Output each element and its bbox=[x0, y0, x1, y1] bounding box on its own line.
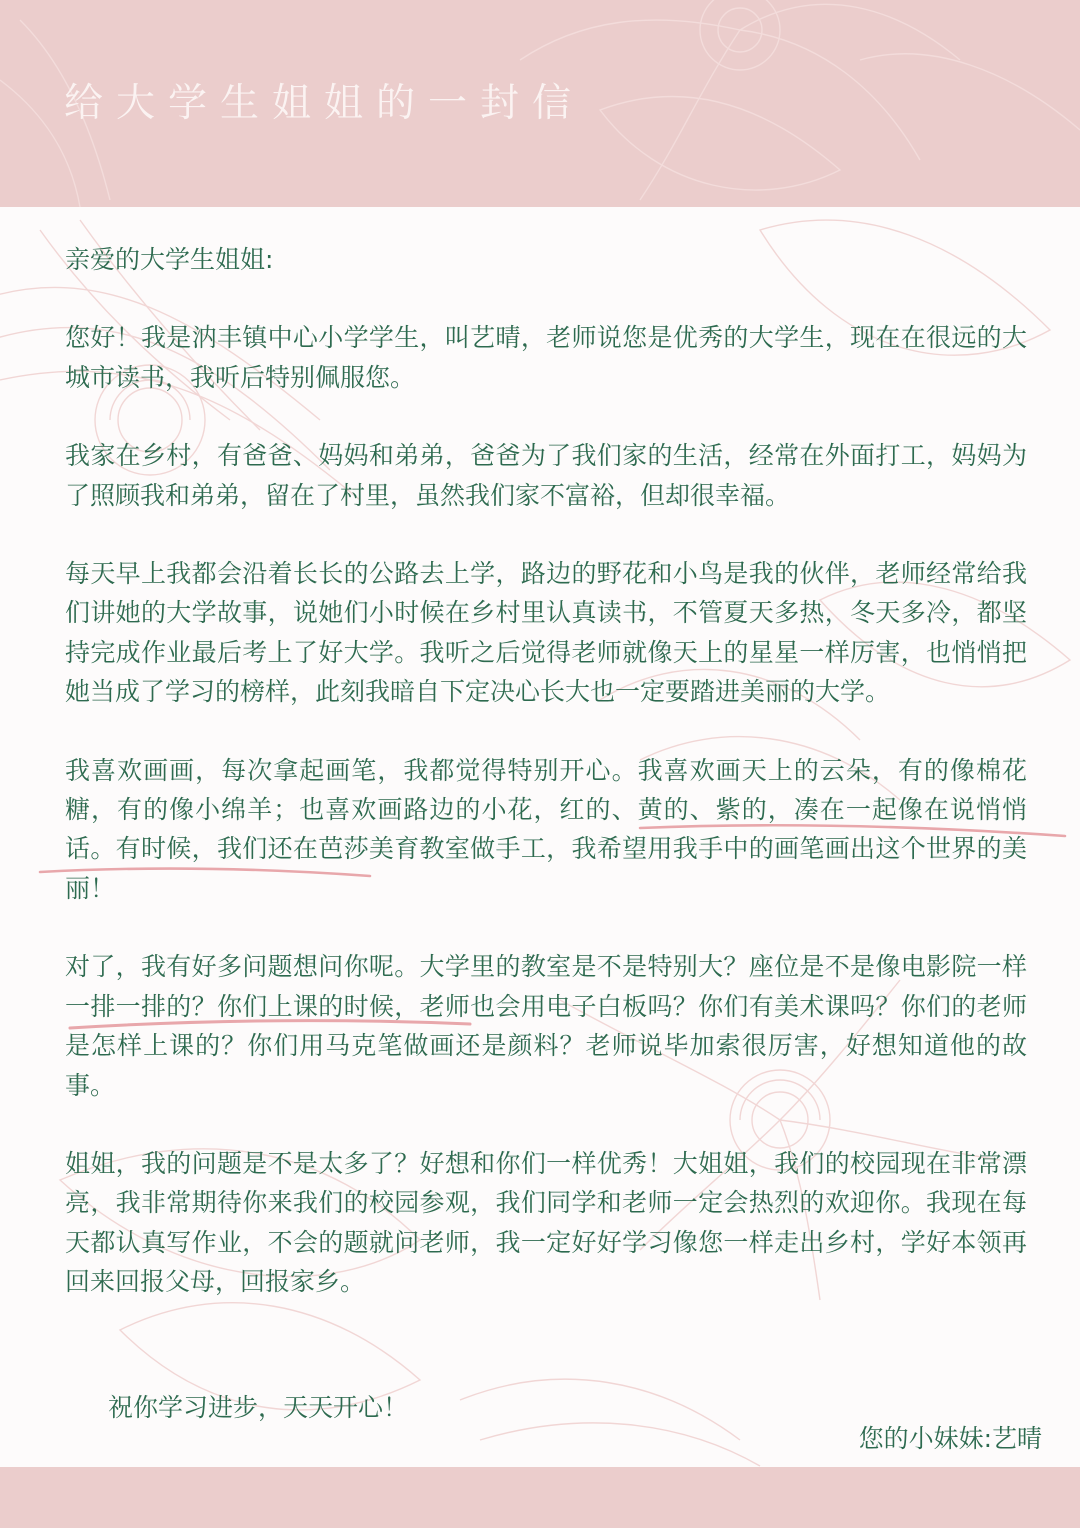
letter-paragraph: 姐姐，我的问题是不是太多了？好想和你们一样优秀！大姐姐，我们的校园现在非常漂亮，我非常期待你来我们的校园参观，我们同学和老师一定会热烈的欢迎你。我现在每天都认真写作业，不会的题就问老师，我一定好好学习像您一样走出乡村，学好本领再回来回报父母，回报家乡。 bbox=[65, 1148, 1027, 1297]
page-title: 给大学生姐姐的一封信 bbox=[64, 81, 585, 126]
letter-closing: 祝你学习进步，天天开心！ bbox=[108, 1393, 409, 1422]
letter-paragraph: 您好！我是汭丰镇中心小学学生，叫艺晴，老师说您是优秀的大学生，现在在很远的大城市读书，我听后特别佩服您。 bbox=[65, 323, 1027, 392]
letter-paragraph: 每天早上我都会沿着长长的公路去上学，路边的野花和小鸟是我的伙伴，老师经常给我们讲她的大学故事，说她们小时候在乡村里认真读书，不管夏天多热，冬天多冷，都坚持完成作业最后考上了好大学。我听之后觉得老师就像天上的星星一样厉害，也悄悄把她当成了学习的榜样，此刻我暗自下定决心长大也一定要踏进美丽的大学。 bbox=[65, 559, 1027, 707]
letter-body bbox=[65, 240, 1027, 1341]
footer-banner bbox=[0, 1467, 1080, 1528]
header-banner bbox=[0, 0, 1080, 207]
letter-signature: 您的小妹妹:艺晴 bbox=[858, 1424, 1042, 1453]
letter-paragraph: 我喜欢画画，每次拿起画笔，我都觉得特别开心。我喜欢画天上的云朵，有的像棉花糖，有的像小绵羊；也喜欢画路边的小花，红的、黄的、紫的，凑在一起像在说悄悄话。有时候，我们还在芭莎美育教室做手工，我希望用我手中的画笔画出这个世界的美丽！ bbox=[65, 755, 1027, 903]
letter-salutation: 亲爱的大学生姐姐: bbox=[65, 245, 274, 274]
letter-paragraph: 对了，我有好多问题想问你呢。大学里的教室是不是特别大？座位是不是像电影院一样一排一排的？你们上课的时候，老师也会用电子白板吗？你们有美术课吗？你们的老师是怎样上课的？你们用马克笔做画还是颜料？老师说毕加索很厉害，好想知道他的故事。 bbox=[65, 952, 1027, 1100]
letter-paragraph: 我家在乡村，有爸爸、妈妈和弟弟，爸爸为了我们家的生活，经常在外面打工，妈妈为了照顾我和弟弟，留在了村里，虽然我们家不富裕，但却很幸福。 bbox=[65, 441, 1027, 510]
